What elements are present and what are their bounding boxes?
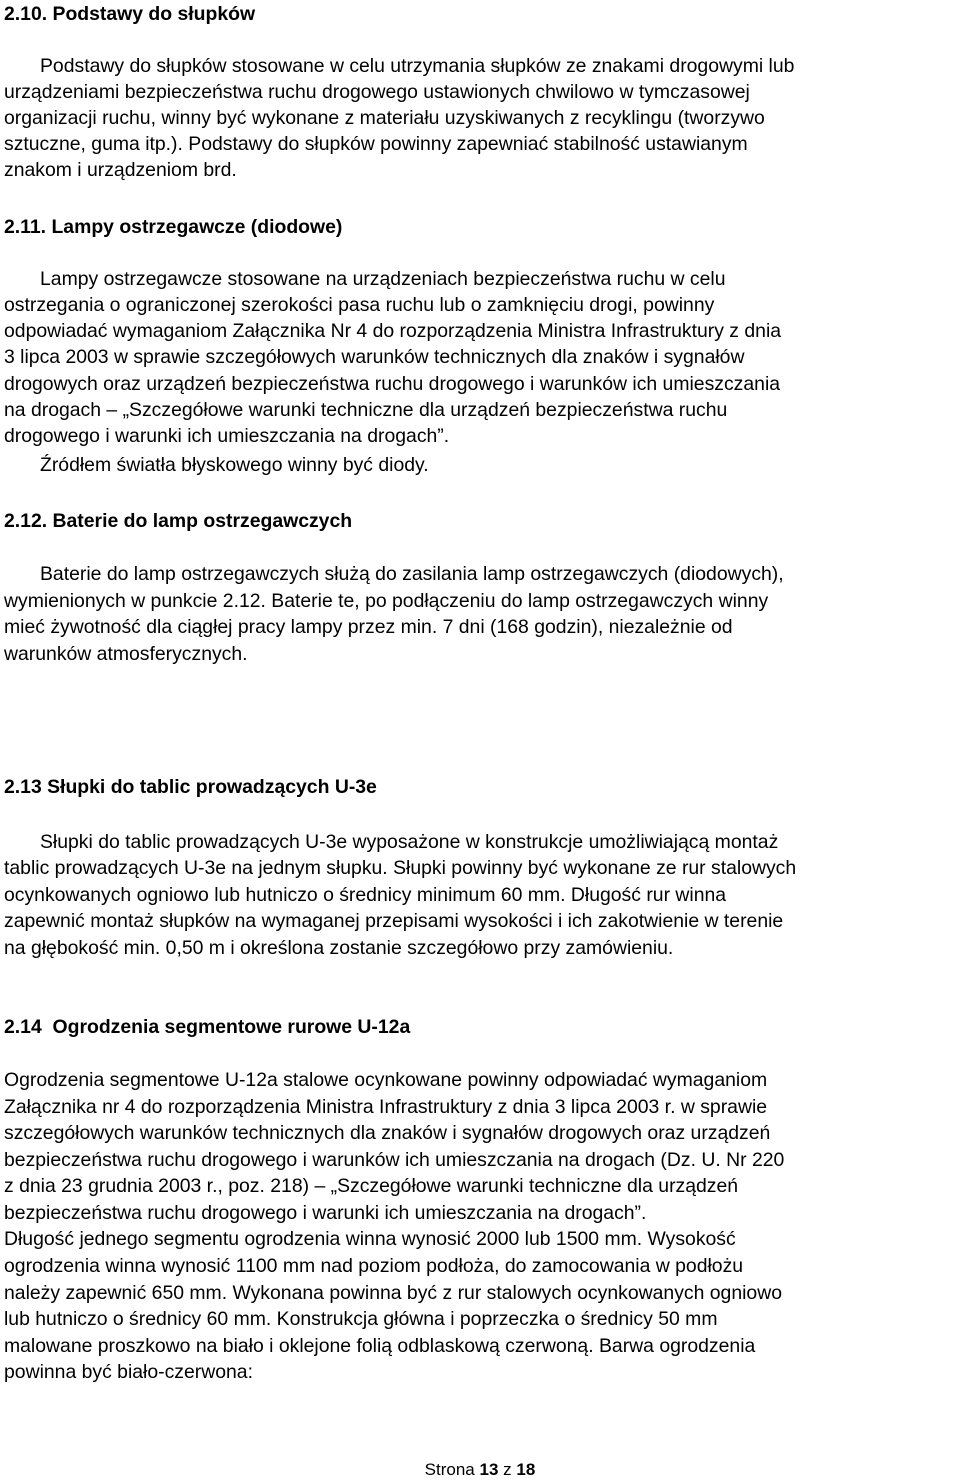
section-heading: 2.10. Podstawy do słupków	[4, 3, 256, 25]
paragraph-line: drogowego i warunki ich umieszczania na drogach”.	[4, 425, 450, 447]
section-heading: 2.11. Lampy ostrzegawcze (diodowe)	[4, 216, 343, 238]
paragraph-line: Ogrodzenia segmentowe U-12a stalowe ocynkowane powinny odpowiadać wymaganiom	[4, 1069, 768, 1091]
paragraph-line: tablic prowadzących U-3e na jednym słupku. Słupki powinny być wykonane ze rur stalowych	[4, 857, 797, 879]
paragraph-line: znakom i urządzeniom brd.	[4, 159, 237, 181]
paragraph-line: z dnia 23 grudnia 2003 r., poz. 218) – „Szczegółowe warunki techniczne dla urządzeń	[4, 1175, 739, 1197]
page-total: 18	[516, 1460, 536, 1479]
paragraph-line: drogowych oraz urządzeń bezpieczeństwa ruchu drogowego i warunków ich umieszczania	[4, 373, 781, 395]
paragraph-line: malowane proszkowo na biało i oklejone folią odblaskową czerwoną. Barwa ogrodzenia	[4, 1335, 756, 1357]
paragraph-line: Podstawy do słupków stosowane w celu utrzymania słupków ze znakami drogowymi lub	[40, 55, 795, 77]
paragraph-line: warunków atmosferycznych.	[4, 643, 248, 665]
paragraph-line: Słupki do tablic prowadzących U-3e wyposażone w konstrukcje umożliwiającą montaż	[40, 831, 779, 853]
paragraph-line: lub hutniczo o średnicy 60 mm. Konstrukcja główna i poprzeczka o średnicy 50 mm	[4, 1308, 718, 1330]
paragraph-line: Źródłem światła błyskowego winny być diody.	[40, 454, 429, 476]
paragraph-line: Długość jednego segmentu ogrodzenia winna wynosić 2000 lub 1500 mm. Wysokość	[4, 1228, 736, 1250]
page-number: 13	[479, 1460, 499, 1479]
footer-separator: z	[503, 1460, 512, 1479]
paragraph-line: Baterie do lamp ostrzegawczych służą do zasilania lamp ostrzegawczych (diodowych),	[40, 563, 784, 585]
section-heading: 2.14 Ogrodzenia segmentowe rurowe U-12a	[4, 1016, 411, 1038]
paragraph-line: Lampy ostrzegawcze stosowane na urządzeniach bezpieczeństwa ruchu w celu	[40, 268, 726, 290]
page-footer	[0, 1459, 960, 1481]
paragraph-line: ogrodzenia winna wynosić 1100 mm nad poziom podłoża, do zamocowania w podłożu	[4, 1255, 744, 1277]
paragraph-line: urządzeniami bezpieczeństwa ruchu drogowego ustawionych chwilowo w tymczasowej	[4, 81, 750, 103]
paragraph-line: odpowiadać wymaganiom Załącznika Nr 4 do rozporządzenia Ministra Infrastruktury z dnia	[4, 320, 782, 342]
paragraph-line: mieć żywotność dla ciągłej pracy lampy przez min. 7 dni (168 godzin), niezależnie od	[4, 616, 733, 638]
paragraph-line: należy zapewnić 650 mm. Wykonana powinna być z rur stalowych ocynkowanych ogniowo	[4, 1282, 782, 1304]
paragraph-line: na drogach – „Szczegółowe warunki techniczne dla urządzeń bezpieczeństwa ruchu	[4, 399, 728, 421]
paragraph-line: na głębokość min. 0,50 m i określona zostanie szczegółowo przy zamówieniu.	[4, 937, 674, 959]
paragraph-line: zapewnić montaż słupków na wymaganej przepisami wysokości i ich zakotwienie w terenie	[4, 910, 784, 932]
paragraph-line: powinna być biało-czerwona:	[4, 1361, 253, 1383]
paragraph-line: szczegółowych warunków technicznych dla znaków i sygnałów drogowych oraz urządzeń	[4, 1122, 771, 1144]
paragraph-line: bezpieczeństwa ruchu drogowego i warunki ich umieszczania na drogach”.	[4, 1202, 647, 1224]
section-heading: 2.12. Baterie do lamp ostrzegawczych	[4, 510, 353, 532]
footer-prefix: Strona	[424, 1460, 475, 1479]
section-heading: 2.13 Słupki do tablic prowadzących U-3e	[4, 776, 377, 798]
paragraph-line: 3 lipca 2003 w sprawie szczegółowych warunków technicznych dla znaków i sygnałów	[4, 346, 745, 368]
paragraph-line: Załącznika nr 4 do rozporządzenia Ministra Infrastruktury z dnia 3 lipca 2003 r. w sprawie	[4, 1096, 768, 1118]
paragraph-line: ostrzegania o ograniczonej szerokości pasa ruchu lub o zamknięciu drogi, powinny	[4, 294, 715, 316]
paragraph-line: bezpieczeństwa ruchu drogowego i warunków ich umieszczania na drogach (Dz. U. Nr 220	[4, 1149, 785, 1171]
paragraph-line: wymienionych w punkcie 2.12. Baterie te, po podłączeniu do lamp ostrzegawczych winny	[4, 590, 769, 612]
paragraph-line: organizacji ruchu, winny być wykonane z materiału uzyskiwanych z recyklingu (tworzywo	[4, 107, 765, 129]
paragraph-line: sztuczne, guma itp.). Podstawy do słupków powinny zapewniać stabilność ustawianym	[4, 133, 748, 155]
paragraph-line: ocynkowanych ogniowo lub hutniczo o średnicy minimum 60 mm. Długość rur winna	[4, 884, 727, 906]
